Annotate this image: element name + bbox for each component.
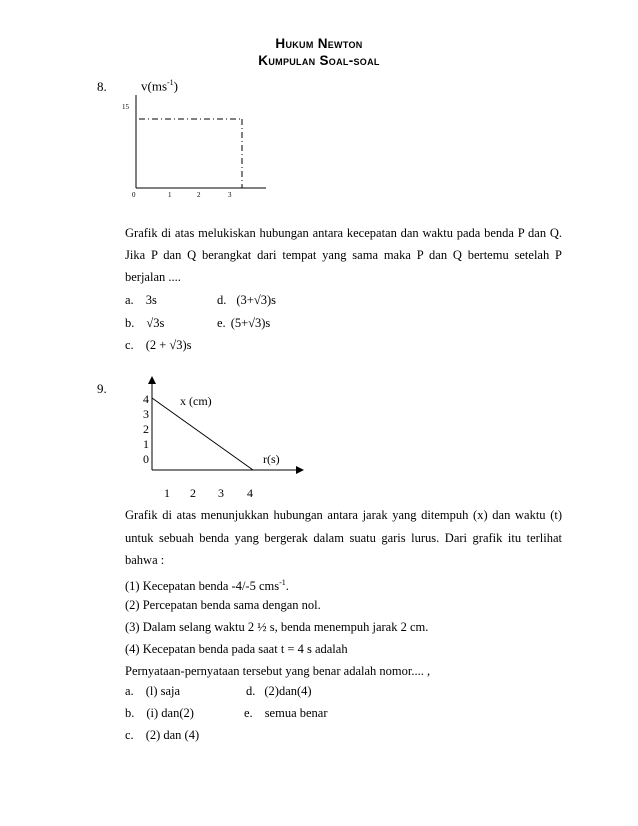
q8-xtick-0: 0 bbox=[132, 191, 136, 199]
q9-text-line-3: bahwa : bbox=[125, 553, 165, 567]
q8-option-a[interactable]: a. 3s bbox=[125, 293, 157, 307]
q9-option-c[interactable]: c. (2) dan (4) bbox=[125, 728, 200, 742]
q8-option-e[interactable]: e. (5+√3)s bbox=[217, 316, 271, 330]
q9-option-a[interactable]: a. (l) saja bbox=[125, 684, 181, 698]
q9-xtick-2: 2 bbox=[190, 486, 196, 500]
q9-text-line-2: untuk sebuah benda yang bergerak dalam suatu garis lurus. Dari grafik itu terlihat bbox=[125, 531, 562, 545]
q9-prompt: Pernyataan-pernyataan tersebut yang benar adalah nomor.... , bbox=[125, 664, 431, 678]
q9-xtick-3: 3 bbox=[218, 486, 224, 500]
q9-statement-3: (3) Dalam selang waktu 2 ½ s, benda menempuh jarak 2 cm. bbox=[125, 620, 429, 634]
q8-text-line-3: berjalan .... bbox=[125, 270, 181, 284]
q8-option-d[interactable]: d. (3+√3)s bbox=[217, 293, 276, 307]
q9-ytick-2: 2 bbox=[143, 422, 149, 436]
q8-text-line-2: Jika P dan Q berangkat dari tempat yang sama maka P dan Q bertemu setelah P bbox=[125, 248, 562, 262]
q9-option-e[interactable]: e. semua benar bbox=[244, 706, 328, 720]
q9-statement-2: (2) Percepatan benda sama dengan nol. bbox=[125, 598, 321, 612]
q8-velocity-time-graph bbox=[110, 90, 280, 205]
q9-option-b[interactable]: b. (i) dan(2) bbox=[125, 706, 194, 720]
q9-distance-time-graph bbox=[130, 375, 310, 505]
document-title: Hukum Newton bbox=[275, 36, 363, 51]
q8-ytick-15: 15 bbox=[122, 103, 129, 111]
question-8-number: 8. bbox=[97, 79, 107, 94]
q9-text-line-1: Grafik di atas menunjukkan hubungan antara jarak yang ditempuh (x) dan waktu (t) bbox=[125, 508, 562, 522]
question-9-number: 9. bbox=[97, 381, 107, 396]
q9-ytick-1: 1 bbox=[143, 437, 149, 451]
q9-distance-line bbox=[152, 398, 253, 470]
q8-text-line-1: Grafik di atas melukiskan hubungan antara kecepatan dan waktu pada benda P dan Q. bbox=[125, 226, 562, 240]
q9-xtick-4: 4 bbox=[247, 486, 253, 500]
q8-xtick-3: 3 bbox=[228, 191, 232, 199]
q9-ytick-3: 3 bbox=[143, 407, 149, 421]
document-subtitle: Kumpulan Soal-soal bbox=[258, 53, 380, 68]
q9-option-d[interactable]: d. (2)dan(4) bbox=[246, 684, 312, 698]
q9-ytick-4: 4 bbox=[143, 392, 149, 406]
q9-statement-4: (4) Kecepatan benda pada saat t = 4 s adalah bbox=[125, 642, 348, 656]
q9-ylabel: x (cm) bbox=[180, 394, 212, 408]
q8-ylabel: $v(ms^{-1})$ bbox=[141, 78, 179, 94]
q9-statement-1: (1) Kecepatan benda -4/-5 cms$^{-1}$. bbox=[125, 578, 289, 594]
q9-ytick-0: 0 bbox=[143, 452, 149, 466]
q8-option-c[interactable]: c. (2 + √3)s bbox=[125, 338, 192, 352]
q9-xtick-1: 1 bbox=[164, 486, 170, 500]
q8-xtick-1: 1 bbox=[168, 191, 172, 199]
q9-xlabel: r(s) bbox=[263, 452, 280, 466]
q8-xtick-2: 2 bbox=[197, 191, 201, 199]
q8-option-b[interactable]: b. √3s bbox=[125, 316, 165, 330]
